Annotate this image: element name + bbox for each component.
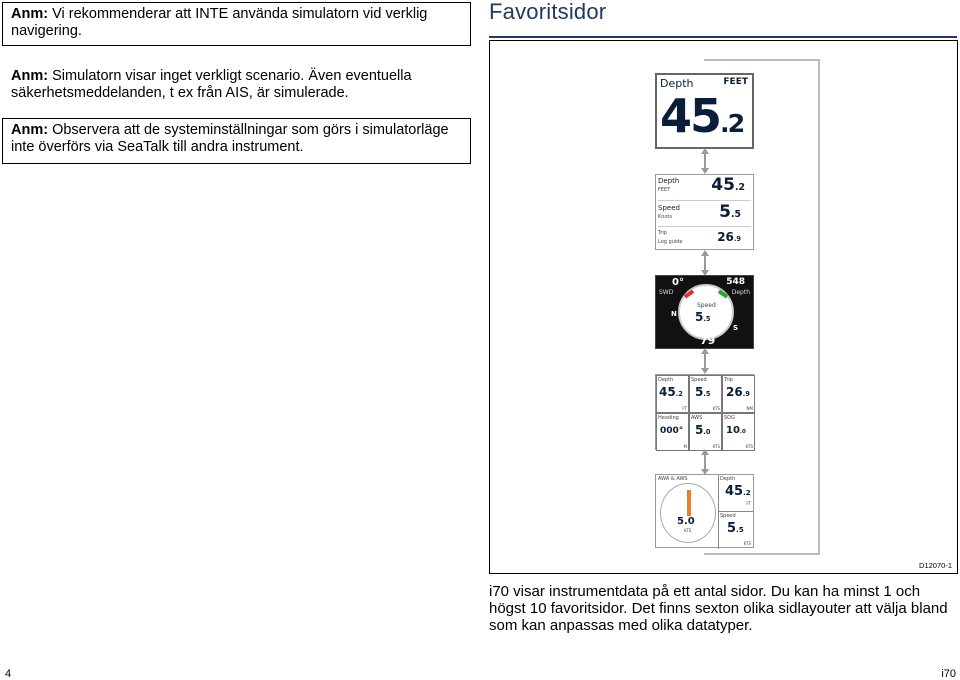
page-arrow bbox=[704, 255, 706, 271]
depth-label: Depth bbox=[731, 289, 750, 296]
grid-cell bbox=[689, 413, 722, 451]
row-value-int: 5 bbox=[719, 202, 731, 222]
cell-value-dec: .9 bbox=[742, 390, 750, 398]
cell-value-dec: .2 bbox=[675, 390, 683, 398]
screen-six-cell-grid bbox=[655, 374, 754, 450]
dial-green-sector bbox=[718, 289, 728, 298]
dial-unit: KTS bbox=[684, 528, 692, 533]
right-top-value bbox=[725, 484, 751, 499]
note-simulator-warning bbox=[2, 2, 471, 46]
cell-label: AWS bbox=[691, 415, 703, 421]
screen-depth-single bbox=[655, 73, 754, 149]
product-name: i70 bbox=[941, 668, 956, 680]
grid-cell bbox=[656, 413, 689, 451]
cell-label: Speed bbox=[691, 377, 707, 383]
row-sub: FEET bbox=[658, 187, 671, 193]
screen-speed-dial bbox=[655, 275, 754, 349]
row-value bbox=[719, 202, 741, 222]
cell-value bbox=[660, 426, 683, 436]
dial-label: Speed bbox=[697, 302, 716, 309]
cell-value-int: 26 bbox=[726, 385, 743, 399]
cell-unit: FT bbox=[682, 406, 687, 411]
cell-value bbox=[726, 385, 750, 399]
figure-caption: i70 visar instrumentdata på ett antal sidor. Du kan ha minst 1 och högst 10 favoritsidor. Det finns sexton olika sidlayouter att välja bland som kan anpassas med olika datatyper. bbox=[489, 583, 948, 634]
wind-dial-face bbox=[660, 483, 716, 543]
cell-value-dec: .0 bbox=[739, 429, 746, 435]
screen-three-rows bbox=[655, 174, 754, 250]
cell-unit: M bbox=[683, 444, 687, 449]
cell-label: SOG bbox=[724, 415, 735, 421]
cell-unit: NM bbox=[746, 406, 753, 411]
cell-value-int: 5 bbox=[695, 385, 704, 399]
note-prefix: Anm: bbox=[11, 122, 49, 138]
cell-label: Heading bbox=[658, 415, 679, 421]
right-divider bbox=[718, 511, 753, 512]
cell-value-int: 000° bbox=[660, 426, 684, 436]
figure-id: D12070-1 bbox=[919, 561, 952, 570]
row-value bbox=[711, 175, 745, 195]
cell-value bbox=[695, 423, 710, 437]
page-arrow bbox=[704, 454, 706, 470]
row-value-dec: .9 bbox=[733, 235, 741, 243]
cell-label: Depth bbox=[658, 377, 674, 383]
dial-value: 5.0 bbox=[677, 516, 695, 527]
cell-value bbox=[726, 425, 746, 436]
dial-value bbox=[695, 310, 710, 324]
cell-label: Trip bbox=[724, 377, 733, 383]
screen-unit: FEET bbox=[723, 77, 748, 87]
dial-label: AWA & AWS bbox=[658, 476, 688, 482]
bottom-value: 79 bbox=[700, 334, 716, 347]
page-arrow bbox=[704, 353, 706, 369]
dial-value-int: 5 bbox=[695, 310, 704, 324]
speed-dial-face bbox=[678, 284, 734, 340]
dial-north-mark: N bbox=[671, 310, 677, 318]
swd-label: SWD bbox=[659, 289, 674, 296]
right-top-unit: FT bbox=[746, 501, 751, 506]
cell-value-dec: .5 bbox=[703, 390, 711, 398]
depth-value: 548 bbox=[726, 277, 745, 287]
row-value-int: 26 bbox=[717, 230, 734, 244]
row-divider bbox=[658, 200, 751, 201]
cell-value bbox=[695, 385, 710, 399]
cell-value bbox=[659, 385, 683, 399]
right-bottom-label: Speed bbox=[720, 513, 736, 519]
grid-cell bbox=[689, 375, 722, 413]
depth-value-int: 45 bbox=[660, 89, 721, 143]
split-divider bbox=[718, 475, 719, 549]
row-label: Depth bbox=[658, 177, 680, 185]
note-text: Vi rekommenderar att INTE använda simulatorn vid verklig navigering. bbox=[11, 6, 428, 39]
cell-value-int: 10 bbox=[726, 425, 740, 436]
favorite-pages-figure bbox=[489, 40, 958, 574]
cell-value-int: 45 bbox=[659, 385, 676, 399]
row-sub: Knots bbox=[658, 214, 673, 220]
dial-south-mark: S bbox=[732, 324, 738, 332]
note-prefix: Anm: bbox=[11, 68, 49, 84]
grid-cell bbox=[722, 375, 755, 413]
right-bottom-value-dec: .5 bbox=[736, 525, 744, 534]
right-top-label: Depth bbox=[720, 476, 736, 482]
page-number: 4 bbox=[5, 668, 12, 680]
row-value bbox=[717, 230, 741, 244]
cell-unit: KTS bbox=[745, 444, 753, 449]
row-value-dec: .5 bbox=[730, 209, 741, 220]
dial-red-sector bbox=[684, 289, 694, 298]
row-value-int: 45 bbox=[711, 175, 735, 195]
right-bottom-value bbox=[727, 521, 744, 536]
right-top-value-int: 45 bbox=[725, 484, 744, 499]
loop-line-right bbox=[818, 59, 820, 555]
page-arrow bbox=[704, 153, 706, 169]
right-bottom-value-int: 5 bbox=[727, 521, 737, 536]
row-label: Speed bbox=[658, 204, 680, 212]
note-text: Simulatorn visar inget verkligt scenario. Även eventuella säkerhetsmeddelanden, t ex från AIS, är simulerade. bbox=[11, 68, 412, 101]
dial-value-dec: .5 bbox=[703, 315, 711, 323]
section-title-rule bbox=[489, 36, 957, 38]
right-top-value-dec: .2 bbox=[743, 488, 751, 497]
row-sub: Log guide bbox=[658, 239, 683, 245]
note-text: Observera att de systeminställningar som görs i simulatorläge inte överförs via SeaTalk till andra instrument. bbox=[11, 122, 449, 155]
section-title: Favoritsidor bbox=[489, 0, 607, 24]
depth-value bbox=[660, 90, 743, 150]
wind-needle bbox=[687, 490, 691, 516]
row-label: Trip bbox=[658, 230, 667, 236]
loop-line-bottom bbox=[704, 553, 820, 555]
note-system-settings bbox=[2, 118, 471, 164]
screen-label: Depth bbox=[660, 77, 694, 90]
row-divider bbox=[658, 226, 751, 227]
loop-line-top bbox=[704, 59, 820, 61]
cell-unit: KTS bbox=[712, 406, 720, 411]
right-bottom-unit: KTS bbox=[743, 541, 751, 546]
grid-cell bbox=[722, 413, 755, 451]
note-simulated-scenario bbox=[2, 65, 471, 109]
screen-wind-dial-split bbox=[655, 474, 754, 548]
cell-unit: KTS bbox=[712, 444, 720, 449]
cell-value-dec: .0 bbox=[703, 428, 711, 436]
swd-value: 0° bbox=[672, 277, 684, 288]
row-value-dec: .2 bbox=[734, 182, 745, 193]
grid-cell bbox=[656, 375, 689, 413]
note-prefix: Anm: bbox=[11, 6, 49, 22]
depth-value-dec: .2 bbox=[720, 109, 744, 138]
cell-value-int: 5 bbox=[695, 423, 704, 437]
